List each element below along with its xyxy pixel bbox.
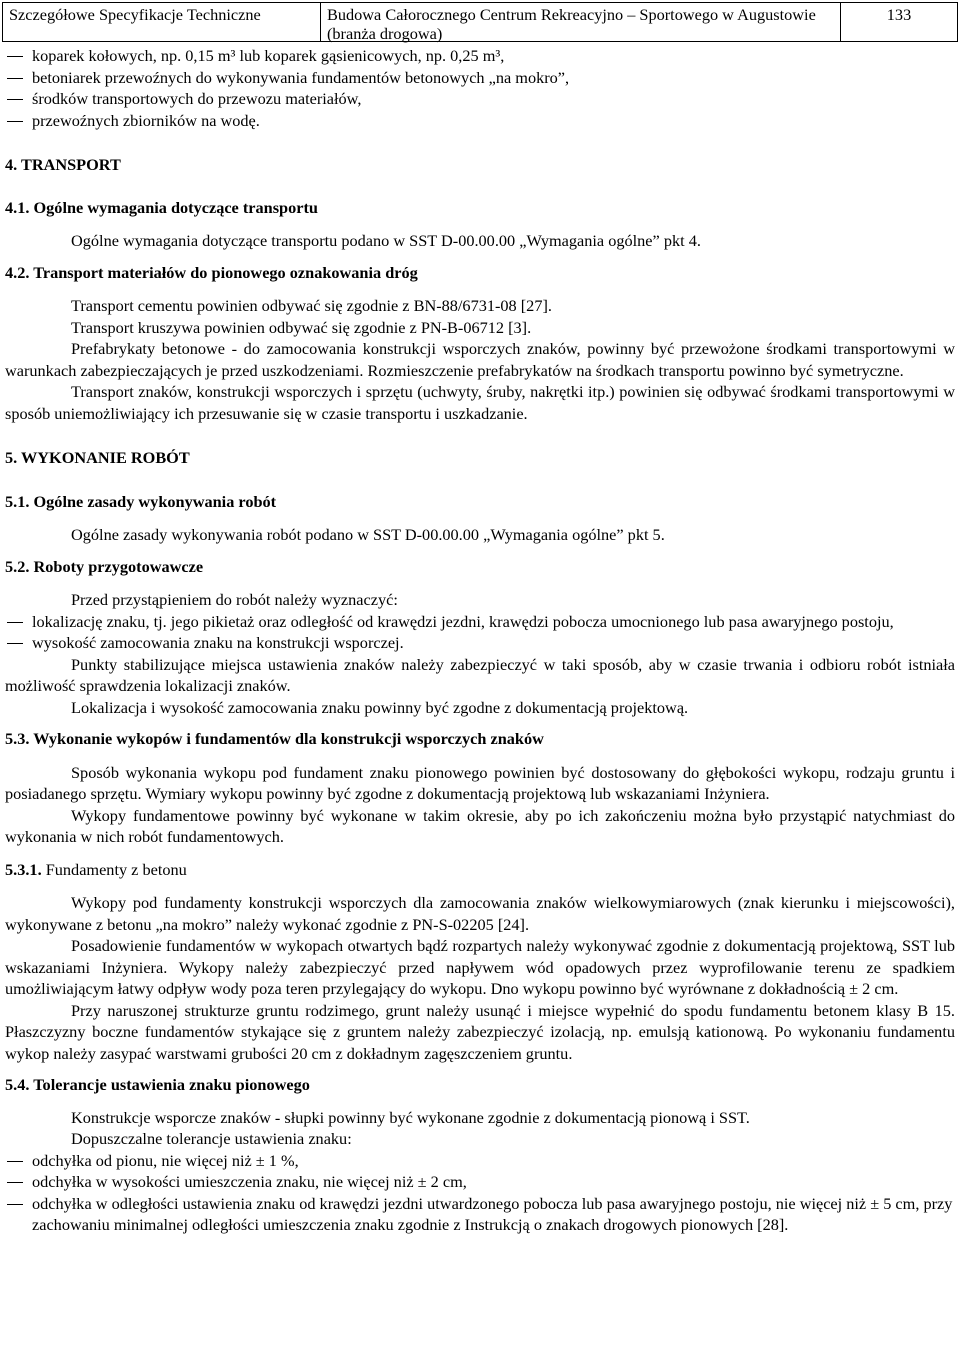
- section-heading-4: 4. TRANSPORT: [5, 155, 121, 174]
- section-heading-5-1: 5.1. Ogólne zasady wykonywania robót: [5, 491, 277, 511]
- section-title: Fundamenty z betonu: [41, 859, 187, 879]
- section-number: 5.3.1.: [5, 859, 42, 879]
- section-heading-4-1: 4.1. Ogólne wymagania dotyczące transportu: [5, 197, 318, 217]
- document-body: [5, 45, 955, 1236]
- paragraph: Transport kruszywa powinien odbywać się zgodnie z PN-B-06712 [3].: [71, 317, 532, 337]
- list-item: betoniarek przewoźnych do wykonywania fundamentów betonowych „na mokro”,: [5, 67, 955, 89]
- paragraph: Wykopy pod fundamenty konstrukcji wsporczych dla zamocowania znaków wielkowymiarowych (znak kierunku i miejscowości), wykonywane z betonu „na mokro” należy wykonać zgodnie z PN-S-02205 [24].: [5, 893, 955, 934]
- list-item: wysokość zamocowania znaku na konstrukcji wsporczej.: [5, 632, 955, 654]
- paragraph: Transport cementu powinien odbywać się zgodnie z BN-88/6731-08 [27].: [71, 296, 552, 315]
- paragraph: Lokalizacja i wysokość zamocowania znaku powinny być zgodne z dokumentacją projektową.: [71, 697, 689, 717]
- section-heading-5: 5. WYKONANIE ROBÓT: [5, 448, 190, 467]
- paragraph: Posadowienie fundamentów w wykopach otwartych bądź rozpartych należy wykonywać zgodnie z dokumentacją projektową, SST lub wskazaniami Inżyniera. Wykopy należy zabezpieczyć przed napływem wód opadowych przez wyprofilowanie terenu ze spadkiem umożliwiającym łatwy odpływ wody poza teren przylegający do wykopu. Dno wykopu powinno być wyrównane z dokładnością ± 2 cm.: [5, 936, 955, 998]
- list-item: odchyłka w wysokości umieszczenia znaku, nie więcej niż ± 2 cm,: [5, 1171, 955, 1193]
- paragraph: Wykopy fundamentowe powinny być wykonane w takim okresie, aby po ich zakończeniu można było przystąpić natychmiast do wykonania w nich robót fundamentowych.: [5, 805, 955, 846]
- paragraph: Sposób wykonania wykopu pod fundament znaku pionowego powinien być dostosowany do głębokości wykopu, rodzaju gruntu i posiadanego sprzętu. Wymiary wykopu powinny być zgodne z dokumentacją projektową lub wskazaniami Inżyniera.: [5, 762, 955, 803]
- list-item: odchyłka od pionu, nie więcej niż ± 1 %,: [5, 1150, 955, 1172]
- section-heading-4-2: 4.2. Transport materiałów do pionowego oznakowania dróg: [5, 262, 418, 282]
- section-heading-5-4: 5.4. Tolerancje ustawienia znaku pionowego: [5, 1075, 310, 1094]
- list-item: przewoźnych zbiorników na wodę.: [5, 110, 955, 132]
- paragraph: Konstrukcje wsporcze znaków - słupki powinny być wykonane zgodnie z dokumentacją pionową i SST.: [71, 1107, 750, 1127]
- paragraph: Dopuszczalne tolerancje ustawienia znaku:: [71, 1129, 352, 1148]
- paragraph: Ogólne wymagania dotyczące transportu podano w SST D-00.00.00 „Wymagania ogólne” pkt 4.: [71, 231, 701, 250]
- section-heading-5-3-1: [5, 859, 955, 881]
- list-item: odchyłka w odległości ustawienia znaku od krawędzi jezdni utwardzonego pobocza lub pasa awaryjnego postoju, nie więcej niż ± 5 cm, przy zachowaniu minimalnej odległości umieszczenia znaku zgodnie z Instrukcją o znakach drogowych pionowych [28].: [5, 1193, 955, 1236]
- page-header: [2, 2, 958, 42]
- list-item: lokalizację znaku, tj. jego pikietaż oraz odległość od krawędzi jezdni, krawędzi pobocza umocnionego lub pasa awaryjnego postoju,: [5, 611, 955, 633]
- list-item: środków transportowych do przewozu materiałów,: [5, 88, 955, 110]
- paragraph: Prefabrykaty betonowe - do zamocowania konstrukcji wsporczych znaków, powinny być przewożone środkami transportowymi w warunkach zabezpieczających je przed uszkodzeniami. Rozmieszczenie prefabrykatów na środkach transportu powinno być symetryczne.: [5, 339, 955, 380]
- list-item: koparek kołowych, np. 0,15 m³ lub koparek gąsienicowych, np. 0,25 m³,: [5, 45, 955, 67]
- header-project-title: Budowa Całorocznego Centrum Rekreacyjno – Sportowego w Augustowie (branża drogowa): [321, 3, 841, 41]
- section-heading-5-2: 5.2. Roboty przygotowawcze: [5, 556, 204, 576]
- paragraph: Przed przystąpieniem do robót należy wyznaczyć:: [71, 590, 398, 609]
- paragraph: Punkty stabilizujące miejsca ustawienia znaków należy zabezpieczyć w taki sposób, aby w czasie trwania i odbioru robót istniała możliwość sprawdzenia lokalizacji znaków.: [5, 654, 955, 695]
- equipment-list: [5, 45, 955, 131]
- paragraph: Transport znaków, konstrukcji wsporczych i sprzętu (uchwyty, śruby, nakrętki itp.) powinien się odbywać środkami transportowymi w sposób uniemożliwiający ich przesuwanie się w czasie transportu i uszkadzanie.: [5, 382, 955, 423]
- header-doc-title: Szczegółowe Specyfikacje Techniczne: [3, 3, 321, 41]
- paragraph: Ogólne zasady wykonywania robót podano w SST D-00.00.00 „Wymagania ogólne” pkt 5.: [71, 525, 665, 544]
- paragraph: Przy naruszonej strukturze gruntu rodzimego, grunt należy usunąć i miejsce wypełnić do spodu fundamentu betonem klasy B 15. Płaszczyzny boczne fundamentów stykające się z gruntem należy zabezpieczyć izolacją, np. emulsją kationową. Po wykonaniu fundamentu wykop należy zasypać warstwami grubości 20 cm z dokładnym zagęszczeniem gruntu.: [5, 1000, 955, 1063]
- section-heading-5-3: 5.3. Wykonanie wykopów i fundamentów dla konstrukcji wsporczych znaków: [5, 729, 544, 748]
- page-number: 133: [886, 5, 912, 24]
